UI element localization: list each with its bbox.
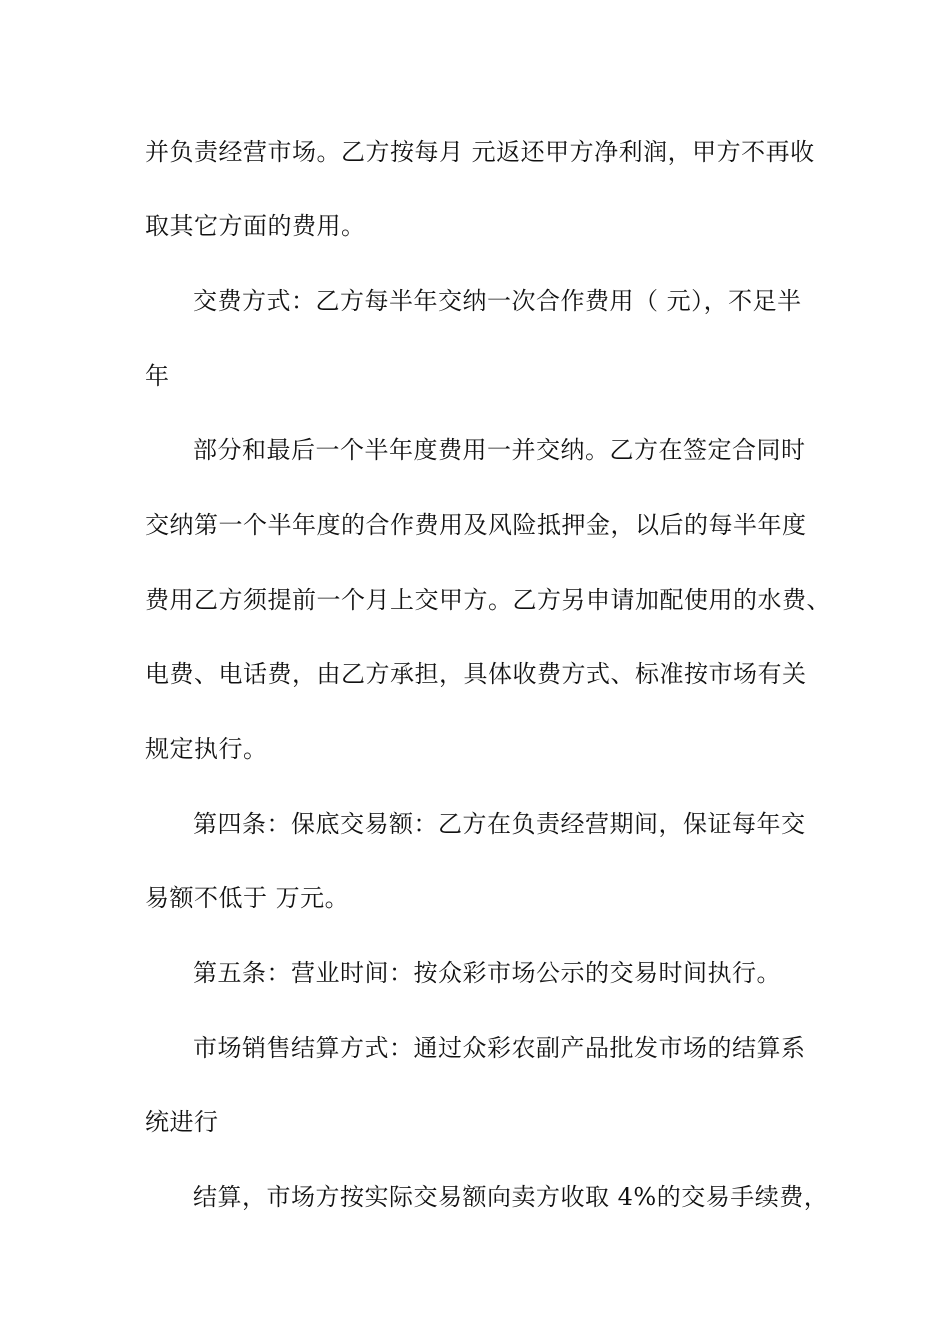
text-line: 易额不低于 万元。 <box>145 884 350 912</box>
text-line: 交费方式：乙方每半年交纳一次合作费用（ 元），不足半 <box>193 287 802 315</box>
text-line: 统进行 <box>145 1108 219 1136</box>
text-line: 并负责经营市场。乙方按每月 元返还甲方净利润，甲方不再收 <box>145 138 815 166</box>
text-line: 取其它方面的费用。 <box>145 212 366 240</box>
text-line: 交纳第一个半年度的合作费用及风险抵押金，以后的每半年度 <box>145 511 807 539</box>
text-line: 费用乙方须提前一个月上交甲方。乙方另申请加配使用的水费、 <box>145 586 831 614</box>
text-line: 第四条：保底交易额：乙方在负责经营期间，保证每年交 <box>193 810 806 838</box>
text-line: 部分和最后一个半年度费用一并交纳。乙方在签定合同时 <box>193 436 806 464</box>
text-line: 电费、电话费，由乙方承担，具体收费方式、标准按市场有关 <box>145 660 807 688</box>
text-line: 年 <box>145 362 170 390</box>
text-line: 规定执行。 <box>145 735 268 763</box>
text-line: 市场销售结算方式：通过众彩农副产品批发市场的结算系 <box>193 1034 806 1062</box>
text-line: 结算，市场方按实际交易额向卖方收取 4%的交易手续费， <box>193 1183 829 1211</box>
text-line: 第五条：营业时间：按众彩市场公示的交易时间执行。 <box>193 959 781 987</box>
